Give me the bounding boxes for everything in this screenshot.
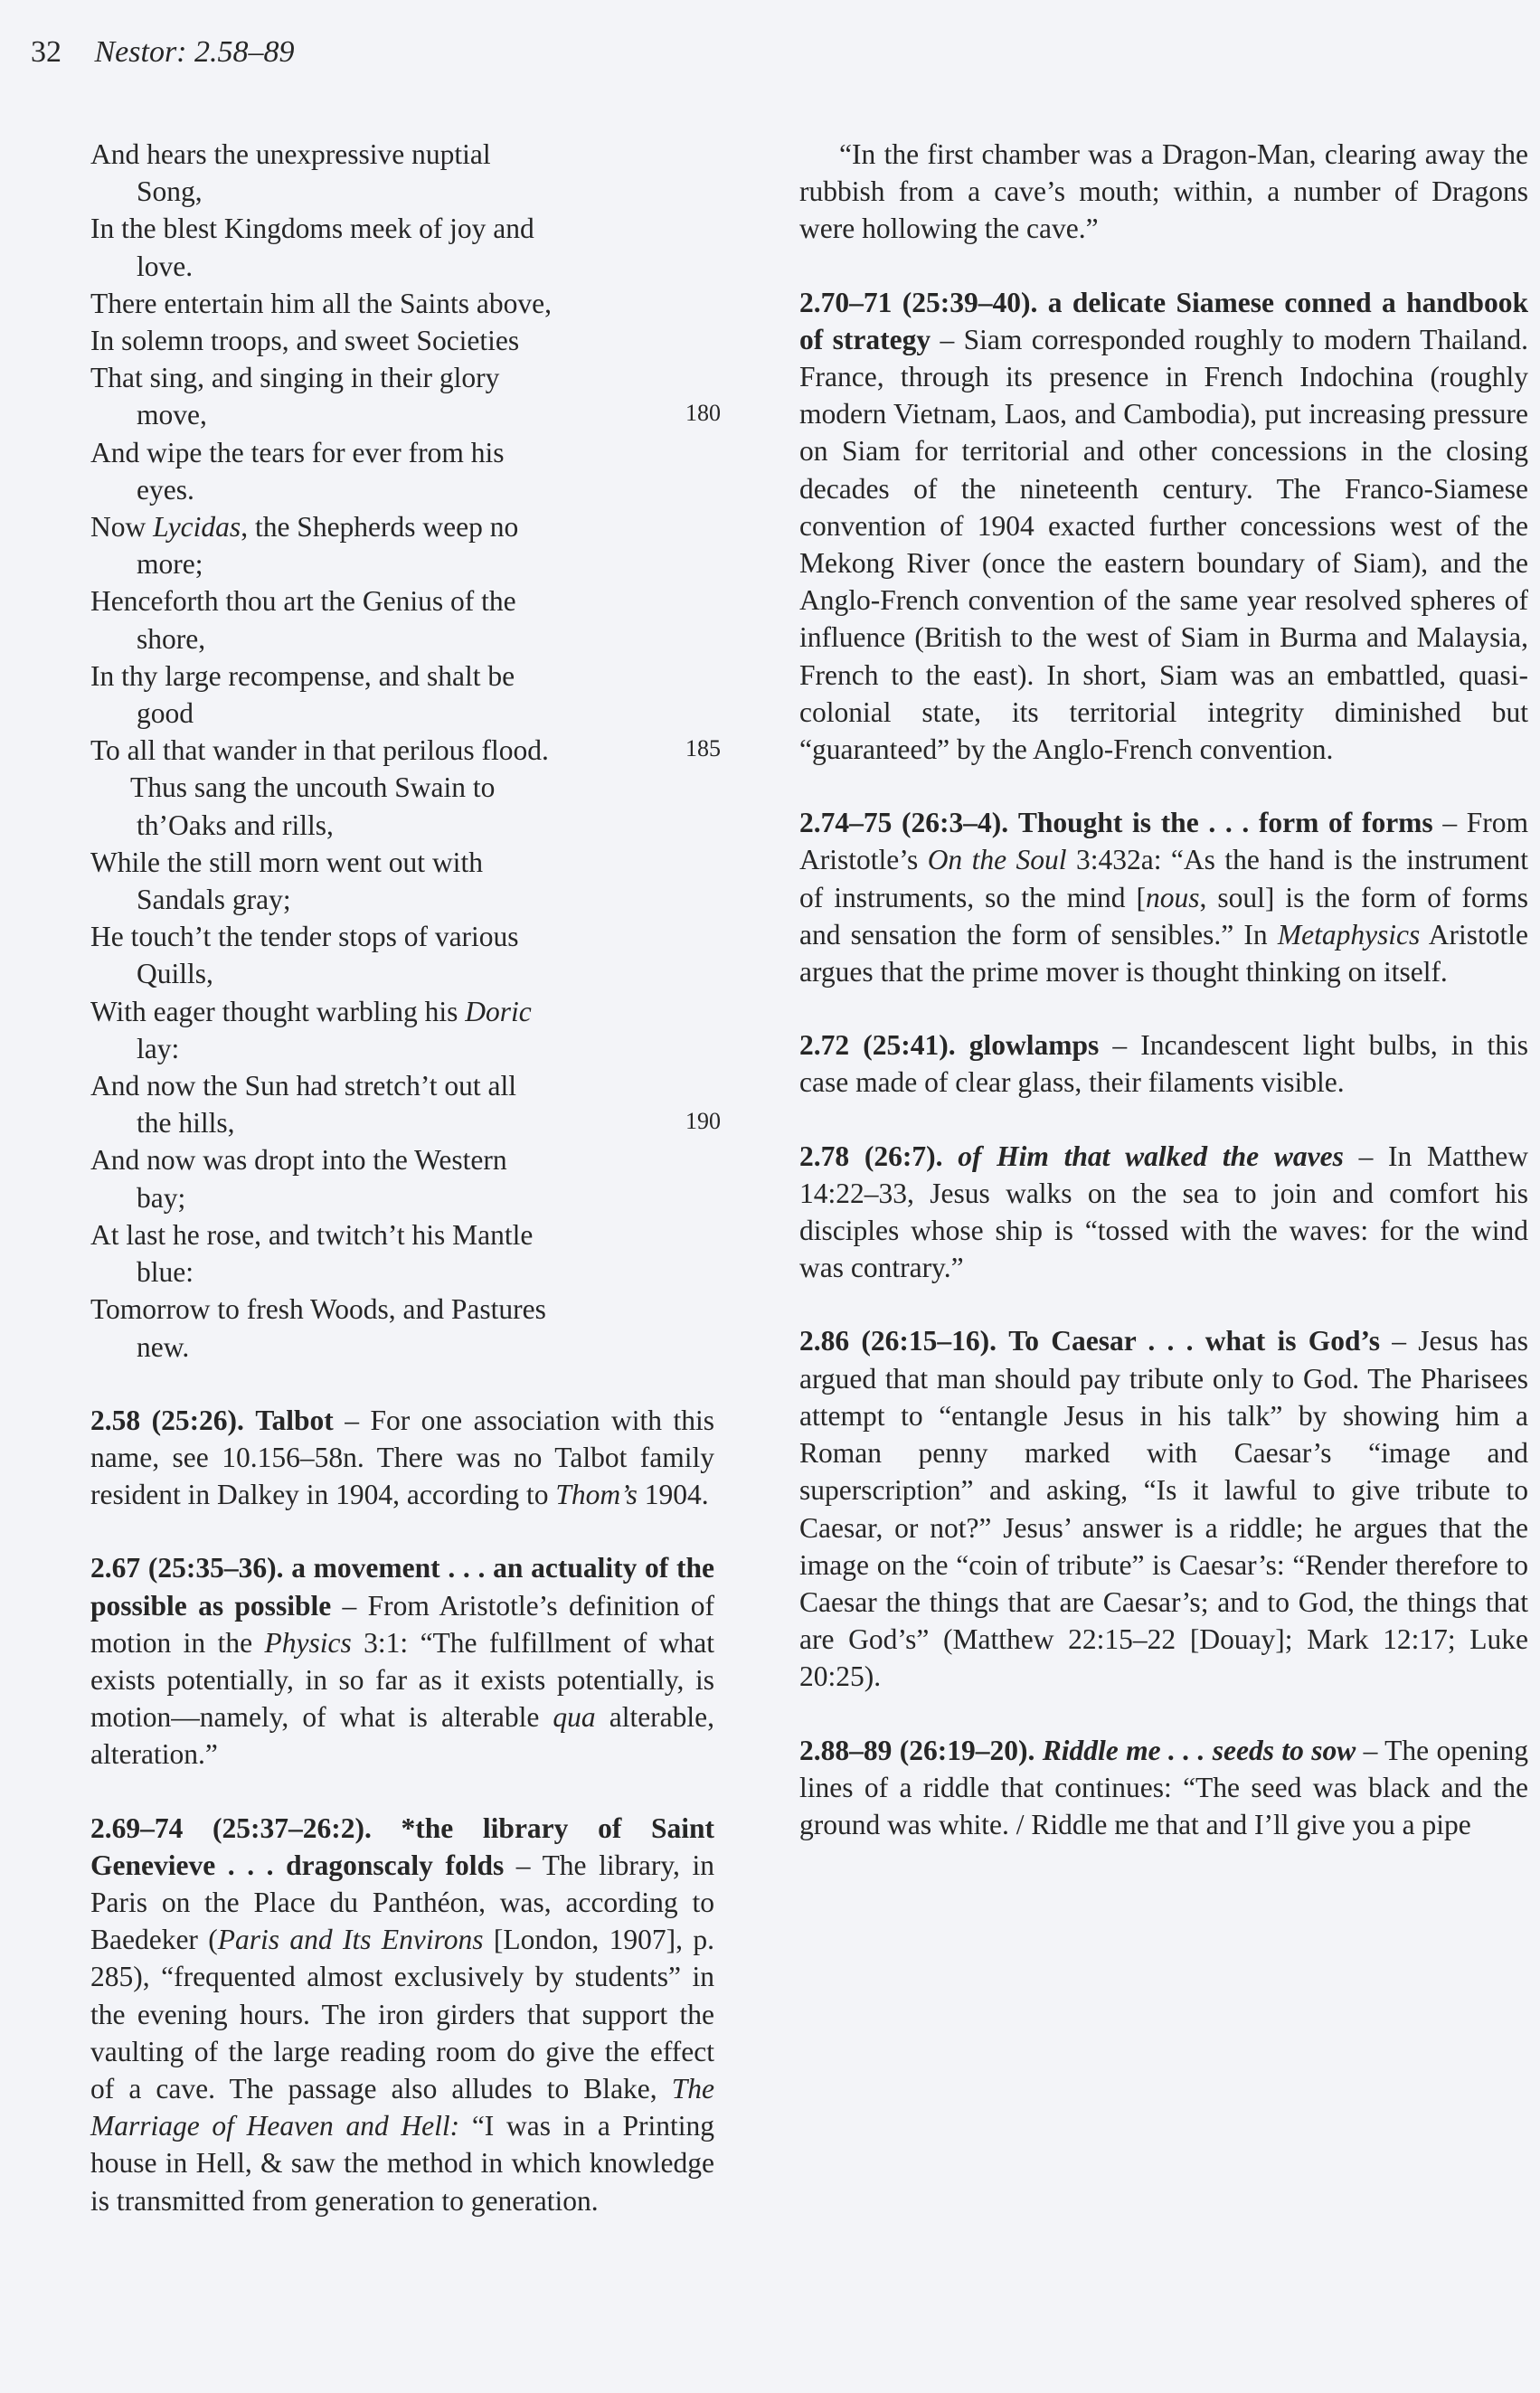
poem-line-text: To all that wander in that perilous flood. xyxy=(90,734,549,767)
note-body: 3:1: “The fulfillment of what exists potentially, in so far as it exists potentially, is motion—namely, of what is alterable xyxy=(90,1626,714,1734)
poem-line xyxy=(90,136,714,210)
note-lemma: To Caesar . . . what is God’s xyxy=(1008,1325,1381,1357)
poem-line-continuation: move, xyxy=(137,399,207,431)
poem-line-text: In the blest Kingdoms meek of joy and xyxy=(90,213,534,245)
right-notes xyxy=(799,136,1528,1843)
annotation-note xyxy=(799,284,1528,769)
poem-line xyxy=(90,508,714,582)
note-lemma: Thought is the . . . form of forms xyxy=(1017,807,1433,839)
poem-line-text: And wipe the tears for ever from his xyxy=(90,436,505,468)
poem-line-text: While the still morn went out with xyxy=(90,846,483,878)
poem-line xyxy=(90,1141,714,1215)
note-body: “I was in a Printing house in Hell, & saw the method in which knowledge is transmitted from generation to generation. xyxy=(90,2110,714,2217)
poem-line-continuation: blue: xyxy=(137,1256,194,1289)
note-reference: 2.58 (25:26). xyxy=(90,1404,244,1436)
note-reference: 2.88–89 (26:19–20). xyxy=(799,1734,1035,1766)
line-number: 180 xyxy=(685,400,721,427)
poem-line xyxy=(90,993,714,1067)
left-column xyxy=(90,136,721,2219)
note-title-italic: Physics xyxy=(264,1626,352,1659)
note-body: 1904. xyxy=(637,1479,709,1511)
poem-text: Now xyxy=(90,511,154,544)
poem-line-text: In solemn troops, and sweet Societies xyxy=(90,325,520,357)
note-title-italic: Thom’s xyxy=(555,1479,638,1511)
poem-line xyxy=(90,657,714,732)
poem-line-text: There entertain him all the Saints above, xyxy=(90,287,552,319)
annotation-note xyxy=(799,136,1528,248)
poem-line xyxy=(90,769,714,843)
poem-line-continuation: Song, xyxy=(137,175,203,208)
annotation-note xyxy=(90,1549,714,1773)
poem-line xyxy=(90,732,721,769)
annotation-note xyxy=(799,1732,1528,1844)
poem-line-text: Thus sang the uncouth Swain to xyxy=(130,771,496,804)
note-continued-text: “In the first chamber was a Dragon-Man, clearing away the rubbish from a cave’s mouth; within, a number of Dragons were hollowing the cave.” xyxy=(799,138,1528,245)
right-column xyxy=(799,136,1528,1843)
poem-line-continuation: shore, xyxy=(137,622,206,655)
running-header xyxy=(31,34,295,71)
note-body: – From Aristotle’s definition of motion in the xyxy=(90,1589,714,1659)
poem-quotation xyxy=(90,136,721,1366)
note-body: – Incandescent light bulbs, in this case made of clear glass, their filaments visible. xyxy=(799,1029,1529,1099)
note-reference: 2.86 (26:15–16). xyxy=(799,1325,997,1357)
poem-line-continuation: love. xyxy=(137,250,194,282)
poem-line-text: Henceforth thou art the Genius of the xyxy=(90,585,516,618)
poem-line-continuation: eyes. xyxy=(137,473,194,506)
poem-line-continuation: Quills, xyxy=(137,958,213,990)
note-lemma-italic: of Him that walked the waves xyxy=(958,1140,1344,1172)
note-reference: 2.74–75 (26:3–4). xyxy=(799,807,1009,839)
poem-line xyxy=(90,1067,721,1141)
note-body: Aristotle argues that the prime mover is thought thinking on itself. xyxy=(799,918,1528,988)
poem-line-text: In thy large recompense, and shalt be xyxy=(90,659,515,692)
annotation-note xyxy=(90,1402,714,1514)
note-body: , soul] is the form of forms and sensation the form of sensibles.” In xyxy=(799,881,1528,951)
line-number: 185 xyxy=(685,735,721,762)
note-lemma: a delicate Siamese conned a handbook of strategy xyxy=(799,286,1528,355)
poem-line-continuation: new. xyxy=(137,1330,190,1363)
poem-line xyxy=(90,918,714,992)
poem-line xyxy=(90,359,721,433)
poem-italic-text: Doric xyxy=(465,995,532,1027)
note-lemma: Talbot xyxy=(255,1404,334,1436)
poem-line xyxy=(90,582,714,657)
poem-line-continuation: the hills, xyxy=(137,1107,235,1140)
note-body: alterable, alteration.” xyxy=(90,1701,715,1771)
poem-line-text: And now the Sun had stretch’t out all xyxy=(90,1070,516,1102)
poem-line-continuation: bay; xyxy=(137,1181,186,1214)
note-title-italic: Paris and Its Environs xyxy=(217,1924,484,1956)
poem-line xyxy=(90,844,714,918)
note-reference: 2.70–71 (25:39–40). xyxy=(799,286,1038,318)
note-body: [London, 1907], p. 285), “frequented almost exclusively by students” in the evening hours. The iron girders that support the vaulting of the large reading room do give the effect of a cave. The passage also alludes to Blake, xyxy=(90,1924,714,2105)
annotation-note xyxy=(799,1026,1528,1101)
line-number: 190 xyxy=(685,1108,721,1135)
note-title-italic: On the Soul xyxy=(927,844,1067,876)
poem-line-continuation: more; xyxy=(137,548,203,581)
annotation-note xyxy=(799,1138,1528,1287)
poem-line xyxy=(90,285,714,322)
poem-line-text: And now was dropt into the Western xyxy=(90,1144,507,1177)
poem-line-continuation: lay: xyxy=(137,1032,180,1064)
note-lemma: a movement . . . an actuality of the possible as possible xyxy=(90,1552,715,1622)
poem-text: , the Shepherds weep no xyxy=(241,511,519,544)
note-lemma: glowlamps xyxy=(968,1029,1100,1062)
poem-line-continuation: Sandals gray; xyxy=(137,884,291,916)
annotation-note xyxy=(799,1322,1528,1695)
poem-text: With eager thought warbling his xyxy=(90,995,466,1027)
poem-line-continuation: th’Oaks and rills, xyxy=(137,809,334,841)
poem-italic-text: Lycidas xyxy=(153,511,241,544)
poem-line xyxy=(90,434,714,508)
note-title-italic: nous xyxy=(1145,881,1200,913)
poem-line xyxy=(90,210,714,284)
note-reference: 2.69–74 (25:37–26:2). xyxy=(90,1811,372,1844)
annotation-note xyxy=(90,1810,714,2219)
poem-line-text xyxy=(90,511,518,543)
poem-line-continuation: good xyxy=(137,697,194,730)
note-lemma-italic: Riddle me . . . seeds to sow xyxy=(1042,1734,1356,1766)
note-body: – Jesus has argued that man should pay tribute only to God. The Pharisees attempt to “entangle Jesus in his talk” by showing him a Roman penny marked with Caesar’s “image and superscription” and asking, “Is it lawful to give tribute to Caesar, or not?” Jesus’ answer is a riddle; he argues that the image on the “coin of tribute” is Caesar’s: “Render therefore to Caesar the things that are Caesar’s; and to God, the things that are God’s” (Matthew 22:15–22 [Douay]; Mark 12:17; Luke 20:25). xyxy=(799,1325,1528,1693)
note-title-italic: The Marriage of Heaven and Hell: xyxy=(90,2072,714,2142)
page-number: 32 xyxy=(31,35,61,69)
note-reference: 2.67 (25:35–36). xyxy=(90,1552,284,1584)
note-body: – The opening lines of a riddle that continues: “The seed was black and the ground was white. / Riddle me that and I’ll give you a pipe xyxy=(799,1734,1529,1840)
poem-line-text: At last he rose, and twitch’t his Mantle xyxy=(90,1218,534,1251)
poem-line-text xyxy=(90,996,532,1027)
poem-line xyxy=(90,1216,714,1291)
running-head: Nestor: 2.58–89 xyxy=(94,35,295,69)
poem-line xyxy=(90,322,714,359)
note-reference: 2.72 (25:41). xyxy=(799,1029,956,1062)
note-title-italic: qua xyxy=(553,1701,596,1734)
poem-line xyxy=(90,1291,714,1365)
note-body: 3:432a: “As the hand is the instrument of instruments, so the mind [ xyxy=(799,844,1529,913)
note-body: – The library, in Paris on the Place du Panthéon, was, according to Baedeker ( xyxy=(90,1849,714,1956)
note-body: – In Matthew 14:22–33, Jesus walks on the sea to join and comfort his disciples whose ship is “tossed with the waves: for the wind was contrary.” xyxy=(799,1140,1528,1284)
poem-line-text: That sing, and singing in their glory xyxy=(90,362,500,394)
note-body: – For one association with this name, see 10.156–58n. There was no Talbot family resident in Dalkey in 1904, according to xyxy=(90,1404,714,1511)
poem-line-text: And hears the unexpressive nuptial xyxy=(90,138,491,170)
note-body: – Siam corresponded roughly to modern Thailand. France, through its presence in French Indochina (roughly modern Vietnam, Laos, and Cambodia), put increasing pressure on Siam for territorial and other concessions in the closing decades of the nineteenth century. The Franco-Siamese convention of 1904 exacted further concessions west of the Mekong River (once the eastern boundary of Siam), and the Anglo-French convention of the same year resolved spheres of influence (British to the west of Siam in Burma and Malaysia, French to the east). In short, Siam was an embattled, quasi-colonial state, its territorial integrity diminished but “guaranteed” by the Anglo-French convention. xyxy=(799,323,1528,766)
poem-line-text: Tomorrow to fresh Woods, and Pastures xyxy=(90,1293,546,1326)
poem-line-text: He touch’t the tender stops of various xyxy=(90,921,519,953)
annotation-note xyxy=(799,804,1528,990)
left-notes xyxy=(90,1402,714,2219)
note-lemma: *the library of Saint Genevieve . . . dragonscaly folds xyxy=(90,1811,714,1881)
note-reference: 2.78 (26:7). xyxy=(799,1140,943,1172)
note-title-italic: Metaphysics xyxy=(1277,918,1421,951)
note-body: – From Aristotle’s xyxy=(799,807,1529,876)
